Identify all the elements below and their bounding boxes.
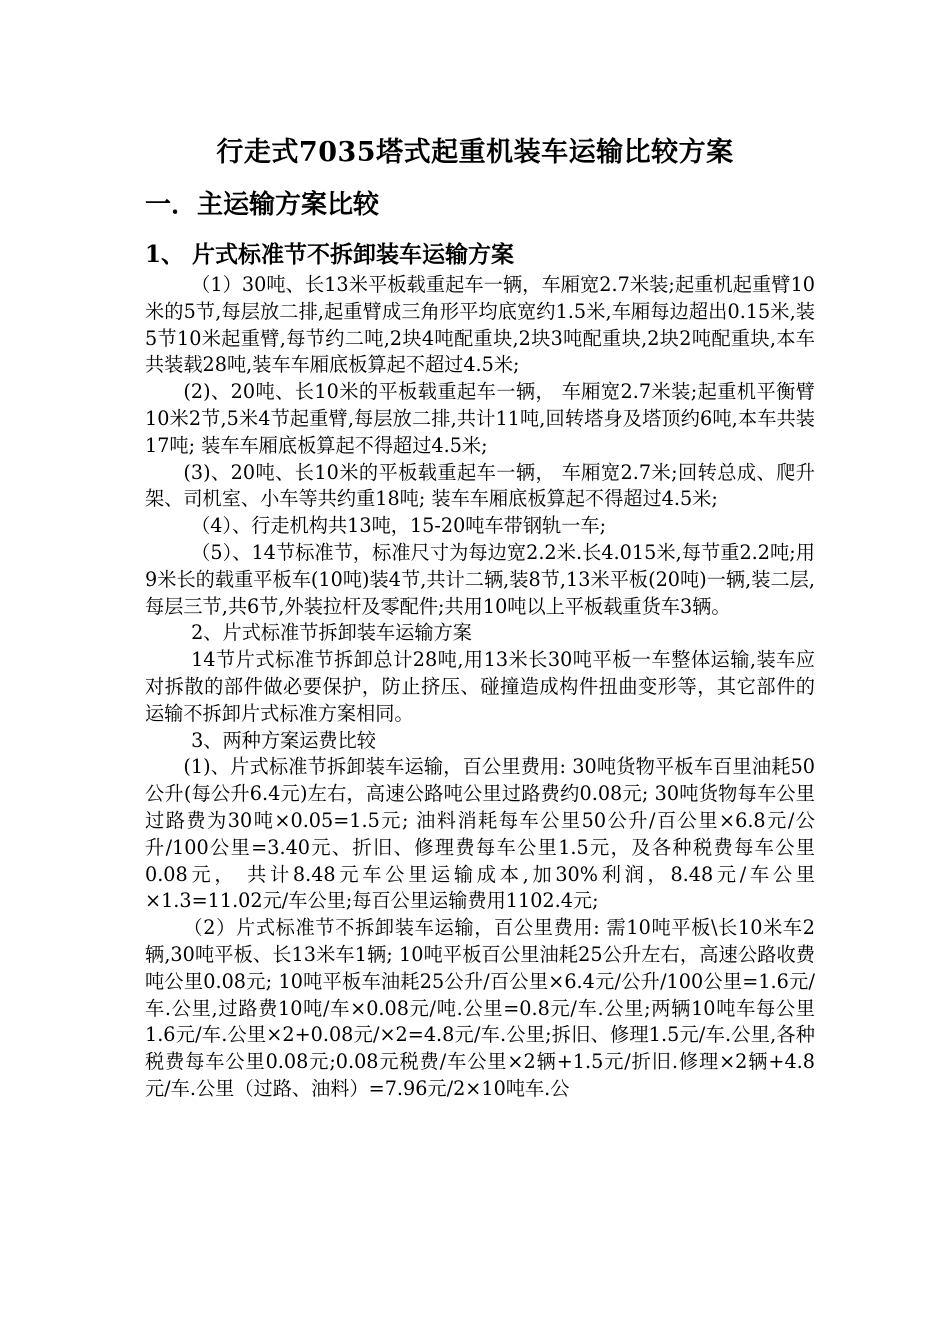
subsection-heading: 1、 片式标准节不拆卸装车运输方案 <box>145 241 515 268</box>
document-body <box>145 272 815 1103</box>
paragraph-6: 2、片式标准节拆卸装车运输方案 <box>191 621 472 645</box>
section-heading: 一．主运输方案比较 <box>145 190 380 220</box>
paragraph-8: 3、两种方案运费比较 <box>191 728 376 752</box>
paragraph-3: (3)、20吨、长10米的平板载重起车一辆， 车厢宽2.7米;回转总成、爬升架、司机室、小车等共约重18吨; 装车车厢底板算起不得超过4.5米; <box>145 460 815 511</box>
document-title: 行走式7035塔式起重机装车运输比较方案 <box>216 137 734 168</box>
paragraph-10: （2）片式标准节不拆卸装车运输，百公里费用: 需10吨平板\长10米车2辆,30吨平板、长13米车1辆; 10吨平板百公里油耗25公升左右，高速公路收费吨公里0.08元; 10吨平板车油耗25公升/百公里×6.4元/公升/100公里=1.6元/车.公里,过路费10吨/车×0.08元/吨.公里=0.8元/车.公里;两辆10吨车每公里1.6元/车.公里×2+0.08元/×2=4.8元/车.公里;拆旧、修理1.5元/车.公里,各种税费每车公里0.08元;0.08元税费/车公里×2辆+1.5元/折旧.修理×2辆+4.8元/车.公里（过路、油料）=7.96元/2×10吨车.公 <box>145 916 815 1100</box>
paragraph-1: （1）30吨、长13米平板载重起车一辆，车厢宽2.7米装;起重机起重臂10米的5节,每层放二排,起重臂成三角形平均底宽约1.5米,车厢每边超出0.15米,装5节10米起重臂,每节约二吨,2块4吨配重块,2块3吨配重块,2块2吨配重块,本车共装载28吨,装车车厢底板算起不超过4.5米; <box>145 273 815 377</box>
paragraph-5: （5）、14节标准节，标准尺寸为每边宽2.2米.长4.015米,每节重2.2吨;用9米长的载重平板车(10吨)装4节,共计二辆,装8节,13米平板(20吨)一辆,装二层,每层三节,共6节,外装拉杆及零配件;共用10吨以上平板载重货车3辆。 <box>145 540 815 618</box>
paragraph-2: (2)、20吨、长10米的平板载重起车一辆， 车厢宽2.7米装;起重机平衡臂10米2节,5米4节起重臂,每层放二排,共计11吨,回转塔身及塔顶约6吨,本车共装17吨; 装车车厢底板算起不得超过4.5米; <box>145 380 815 457</box>
paragraph-7: 14节片式标准节拆卸总计28吨,用13米长30吨平板一车整体运输,装车应对拆散的部件做必要保护，防止挤压、碰撞造成构件扭曲变形等，其它部件的运输不拆卸片式标准方案相同。 <box>145 648 815 725</box>
paragraph-4: （4）、行走机构共13吨，15-20吨车带钢轨一车; <box>191 514 607 538</box>
paragraph-9: (1)、片式标准节拆卸装车运输，百公里费用: 30吨货物平板车百里油耗50公升(每公升6.4元)左右，高速公路吨公里过路费约0.08元; 30吨货物每车公里过路费为30吨×0.05=1.5元; 油料消耗每车公里50公升/百公里×6.8元/公升/100公里=3.40元、折旧、修理费每车公里1.5元，及各种税费每车公里0.08元， 共计8.48元车公里运输成本,加30%利润，8.48元/车公里×1.3=11.02元/车公里;每百公里运输费用1102.4元; <box>145 755 815 913</box>
